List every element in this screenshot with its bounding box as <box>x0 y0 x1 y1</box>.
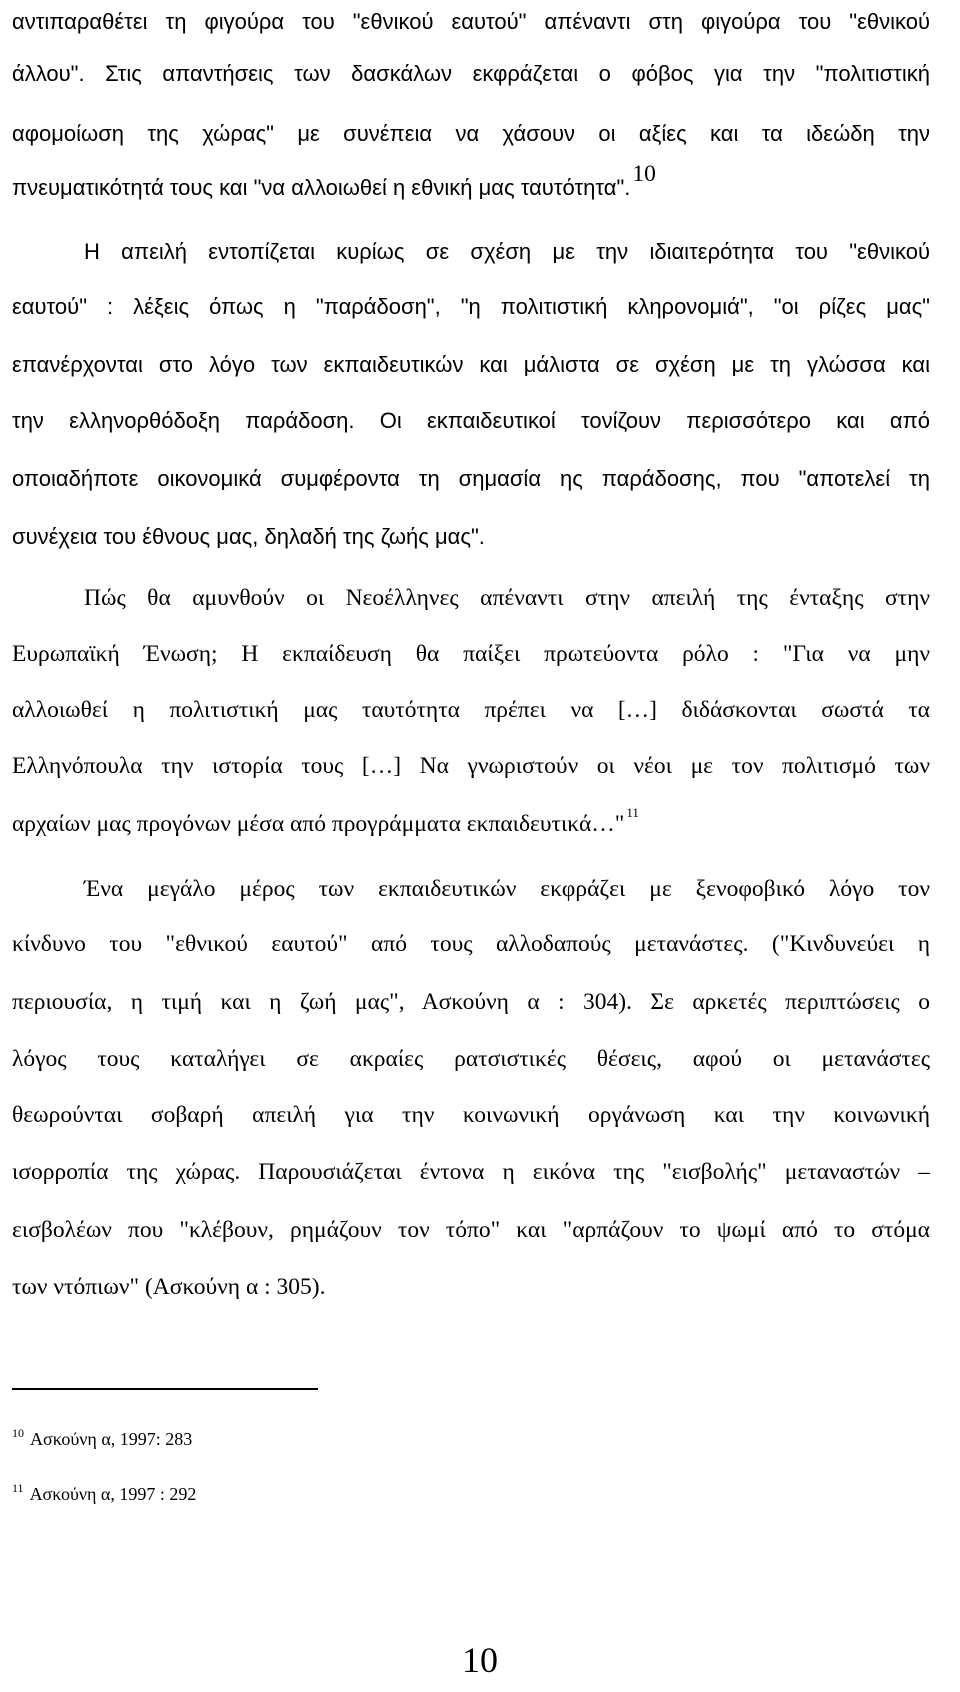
footnote-number: 10 <box>12 1426 24 1440</box>
paragraph-line <box>12 161 930 205</box>
paragraph-line: Ευρωπαϊκή Ένωση; Η εκπαίδευση θα παίξει πρωτεύοντα ρόλο : "Για να μην <box>12 641 930 667</box>
footnote-separator <box>12 1388 318 1390</box>
footnote-11 <box>12 1482 196 1508</box>
paragraph-line: Η απειλή εντοπίζεται κυρίως σε σχέση με την ιδιαιτερότητα του "εθνικού <box>84 239 930 264</box>
paragraph-line: εαυτού" : λέξεις όπως η "παράδοση", "η πολιτιστική κληρονομιά", "οι ρίζες μας" <box>12 294 930 319</box>
paragraph-line: άλλου". Στις απαντήσεις των δασκάλων εκφράζεται ο φόβος για την "πολιτιστική <box>12 61 930 86</box>
paragraph-line: εισβολέων που "κλέβουν, ρημάζουν τον τόπο" και "αρπάζουν το ψωμί από το στόμα <box>12 1217 930 1243</box>
page-number: 10 <box>462 1640 498 1680</box>
paragraph-line <box>12 807 930 841</box>
paragraph-line: λόγος τους καταλήγει σε ακραίες ρατσιστικές θέσεις, αφού οι μετανάστες <box>12 1046 930 1072</box>
footnote-ref-11: 11 <box>626 805 639 820</box>
paragraph-line: οποιαδήποτε οικονομικά συμφέροντα τη σημασία ης παράδοσης, που "αποτελεί τη <box>12 466 930 491</box>
paragraph-line: επανέρχονται στο λόγο των εκπαιδευτικών και μάλιστα σε σχέση με τη γλώσσα και <box>12 352 930 377</box>
footnote-text: Ασκούνη α, 1997: 283 <box>30 1429 193 1449</box>
paragraph-line-text: αρχαίων μας προγόνων μέσα από προγράμματα εκπαιδευτικά…" <box>12 811 625 837</box>
paragraph-line: Ένα μεγάλο μέρος των εκπαιδευτικών εκφράζει με ξενοφοβικό λόγο τον <box>84 876 930 902</box>
footnote-text: Ασκούνη α, 1997 : 292 <box>29 1484 197 1504</box>
paragraph-line: θεωρούνται σοβαρή απειλή για την κοινωνική οργάνωση και την κοινωνική <box>12 1102 930 1128</box>
footnote-10 <box>12 1427 192 1453</box>
paragraph-line: ισορροπία της χώρας. Παρουσιάζεται έντονα η εικόνα της "εισβολής" μεταναστών – <box>12 1159 930 1185</box>
paragraph-line: κίνδυνο του "εθνικού εαυτού" από τους αλλοδαπούς μετανάστες. ("Κινδυνεύει η <box>12 931 930 957</box>
paragraph-line: την ελληνορθόδοξη παράδοση. Οι εκπαιδευτικοί τονίζουν περισσότερο και από <box>12 408 930 433</box>
paragraph-line: Ελληνόπουλα την ιστορία τους […] Να γνωριστούν οι νέοι με τον πολιτισμό των <box>12 753 930 779</box>
footnote-ref-10: 10 <box>632 161 656 187</box>
footnote-number: 11 <box>12 1481 24 1495</box>
paragraph-line: των ντόπιων" (Ασκούνη α : 305). <box>12 1274 326 1300</box>
paragraph-line-text: πνευματικότητά τους και "να αλλοιωθεί η εθνική μας ταυτότητα". <box>12 175 631 200</box>
paragraph-line: αλλοιωθεί η πολιτιστική μας ταυτότητα πρέπει να […] διδάσκονται σωστά τα <box>12 697 930 723</box>
paragraph-line: αφομοίωση της χώρας" με συνέπεια να χάσουν οι αξίες και τα ιδεώδη την <box>12 121 930 146</box>
paragraph-line: Πώς θα αμυνθούν οι Νεοέλληνες απέναντι στην απειλή της ένταξης στην <box>84 585 930 611</box>
paragraph-line: συνέχεια του έθνους μας, δηλαδή της ζωής μας". <box>12 524 485 549</box>
paragraph-line: αντιπαραθέτει τη φιγούρα του "εθνικού εαυτού" απέναντι στη φιγούρα του "εθνικού <box>12 9 930 34</box>
paragraph-line: περιουσία, η τιμή και η ζωή μας", Ασκούνη α : 304). Σε αρκετές περιπτώσεις ο <box>12 989 930 1015</box>
